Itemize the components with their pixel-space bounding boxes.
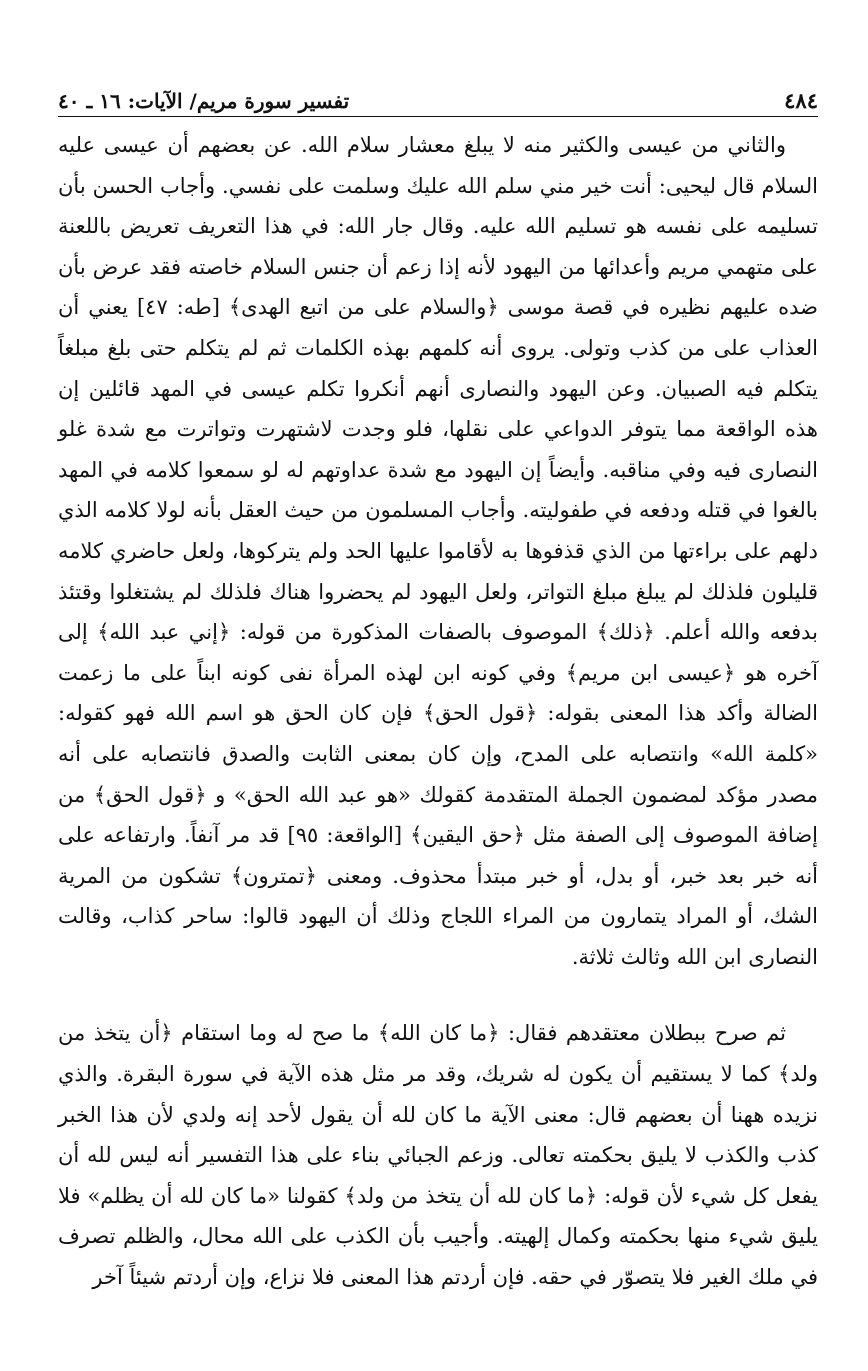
paragraph: ثم صرح ببطلان معتقدهم فقال: ﴿ما كان الله﴾ ما صح له وما استقام ﴿أن يتخذ من ولد﴾ كما لا يستقيم أن يكون له شريك، وقد مر مثل هذه الآية في سورة البقرة. والذي نزيده ههنا أن بعضهم قال: معنى الآية ما كان لله أن يقول لأحد إنه ولدي لأن هذا الخبر كذب والكذب لا يليق بحكمته تعالى. وزعم الجبائي بناء على هذا التفسير أنه ليس لله أن يفعل كل شيء لأن قوله: ﴿ما كان لله أن يتخذ من ولد﴾ كقولنا «ما كان لله أن يظلم» فلا يليق شيء منها بحكمته وكمال إلهيته. وأجيب بأن الكذب على الله محال، والظلم تصرف في ملك الغير فلا يتصوّر في حقه. فإن أردتم هذا المعنى فلا نزاع، وإن أردتم شيئاً آخر (58, 1021, 818, 1290)
running-header (58, 80, 818, 117)
paragraph: والثاني من عيسى والكثير منه لا يبلغ معشار سلام الله. عن بعضهم أن عيسى عليه السلام قال ليحيى: أنت خير مني سلم الله عليك وسلمت على نفسي. وأجاب الحسن بأن تسليمه على نفسه هو تسليم الله عليه. وقال جار الله: في هذا التعريف تعريض باللعنة على متهمي مريم وأعدائها من اليهود لأنه إذا زعم أن جنس السلام خاصته فقد عرض بأن ضده عليهم نظيره في قصة موسى ﴿والسلام على من اتبع الهدى﴾ [طه: ٤٧] يعني أن العذاب على من كذب وتولى. يروى أنه كلمهم بهذه الكلمات ثم لم يتكلم حتى بلغ مبلغاً يتكلم فيه الصبيان. وعن اليهود والنصارى أنهم أنكروا تكلم عيسى في المهد قائلين إن هذه الواقعة مما يتوفر الدواعي على نقلها، فلو وجدت لاشتهرت وتواترت مع شدة غلو النصارى فيه وفي مناقبه. وأيضاً إن اليهود مع شدة عداوتهم له لو سمعوا كلامه في المهد بالغوا في قتله ودفعه في طفوليته. وأجاب المسلمون من حيث العقل بأنه لولا كلامه الذي دلهم على براءتها من الذي قذفوها به لأقاموا عليها الحد ولم يتركوها، ولعل حاضري كلامه قليلون فلذلك لم يبلغ مبلغ التواتر، ولعل اليهود لم يحضروا هناك فلذلك لم يشتغلوا وقتئذ بدفعه والله أعلم. ﴿ذلك﴾ الموصوف بالصفات المذكورة من قوله: ﴿إني عبد الله﴾ إلى آخره هو ﴿عيسى ابن مريم﴾ وفي كونه ابن لهذه المرأة نفى كونه ابناً على ما زعمت الضالة وأكد هذا المعنى بقوله: ﴿قول الحق﴾ فإن كان الحق هو اسم الله فهو كقوله: «كلمة الله» وانتصابه على المدح، وإن كان بمعنى الثابت والصدق فانتصابه على أنه مصدر مؤكد لمضمون الجملة المتقدمة كقولك «هو عبد الله الحق» و ﴿قول الحق﴾ من إضافة الموصوف إلى الصفة مثل ﴿حق اليقين﴾ [الواقعة: ٩٥] قد مر آنفاً. وارتفاعه على أنه خبر بعد خبر، أو بدل، أو خبر مبتدأ محذوف. ومعنى ﴿تمترون﴾ تشكون من المرية الشك، أو المراد يتمارون من المراء اللجاج وذلك أن اليهود قالوا: ساحر كذاب، وقالت النصارى ابن الله وثالث ثلاثة. (58, 133, 818, 969)
tafsir-body (58, 125, 818, 1298)
page-number: ٤٨٤ (784, 88, 818, 113)
book-page (58, 80, 818, 1298)
running-title: تفسير سورة مريم/ الآيات: ١٦ ـ ٤٠ (58, 89, 350, 113)
